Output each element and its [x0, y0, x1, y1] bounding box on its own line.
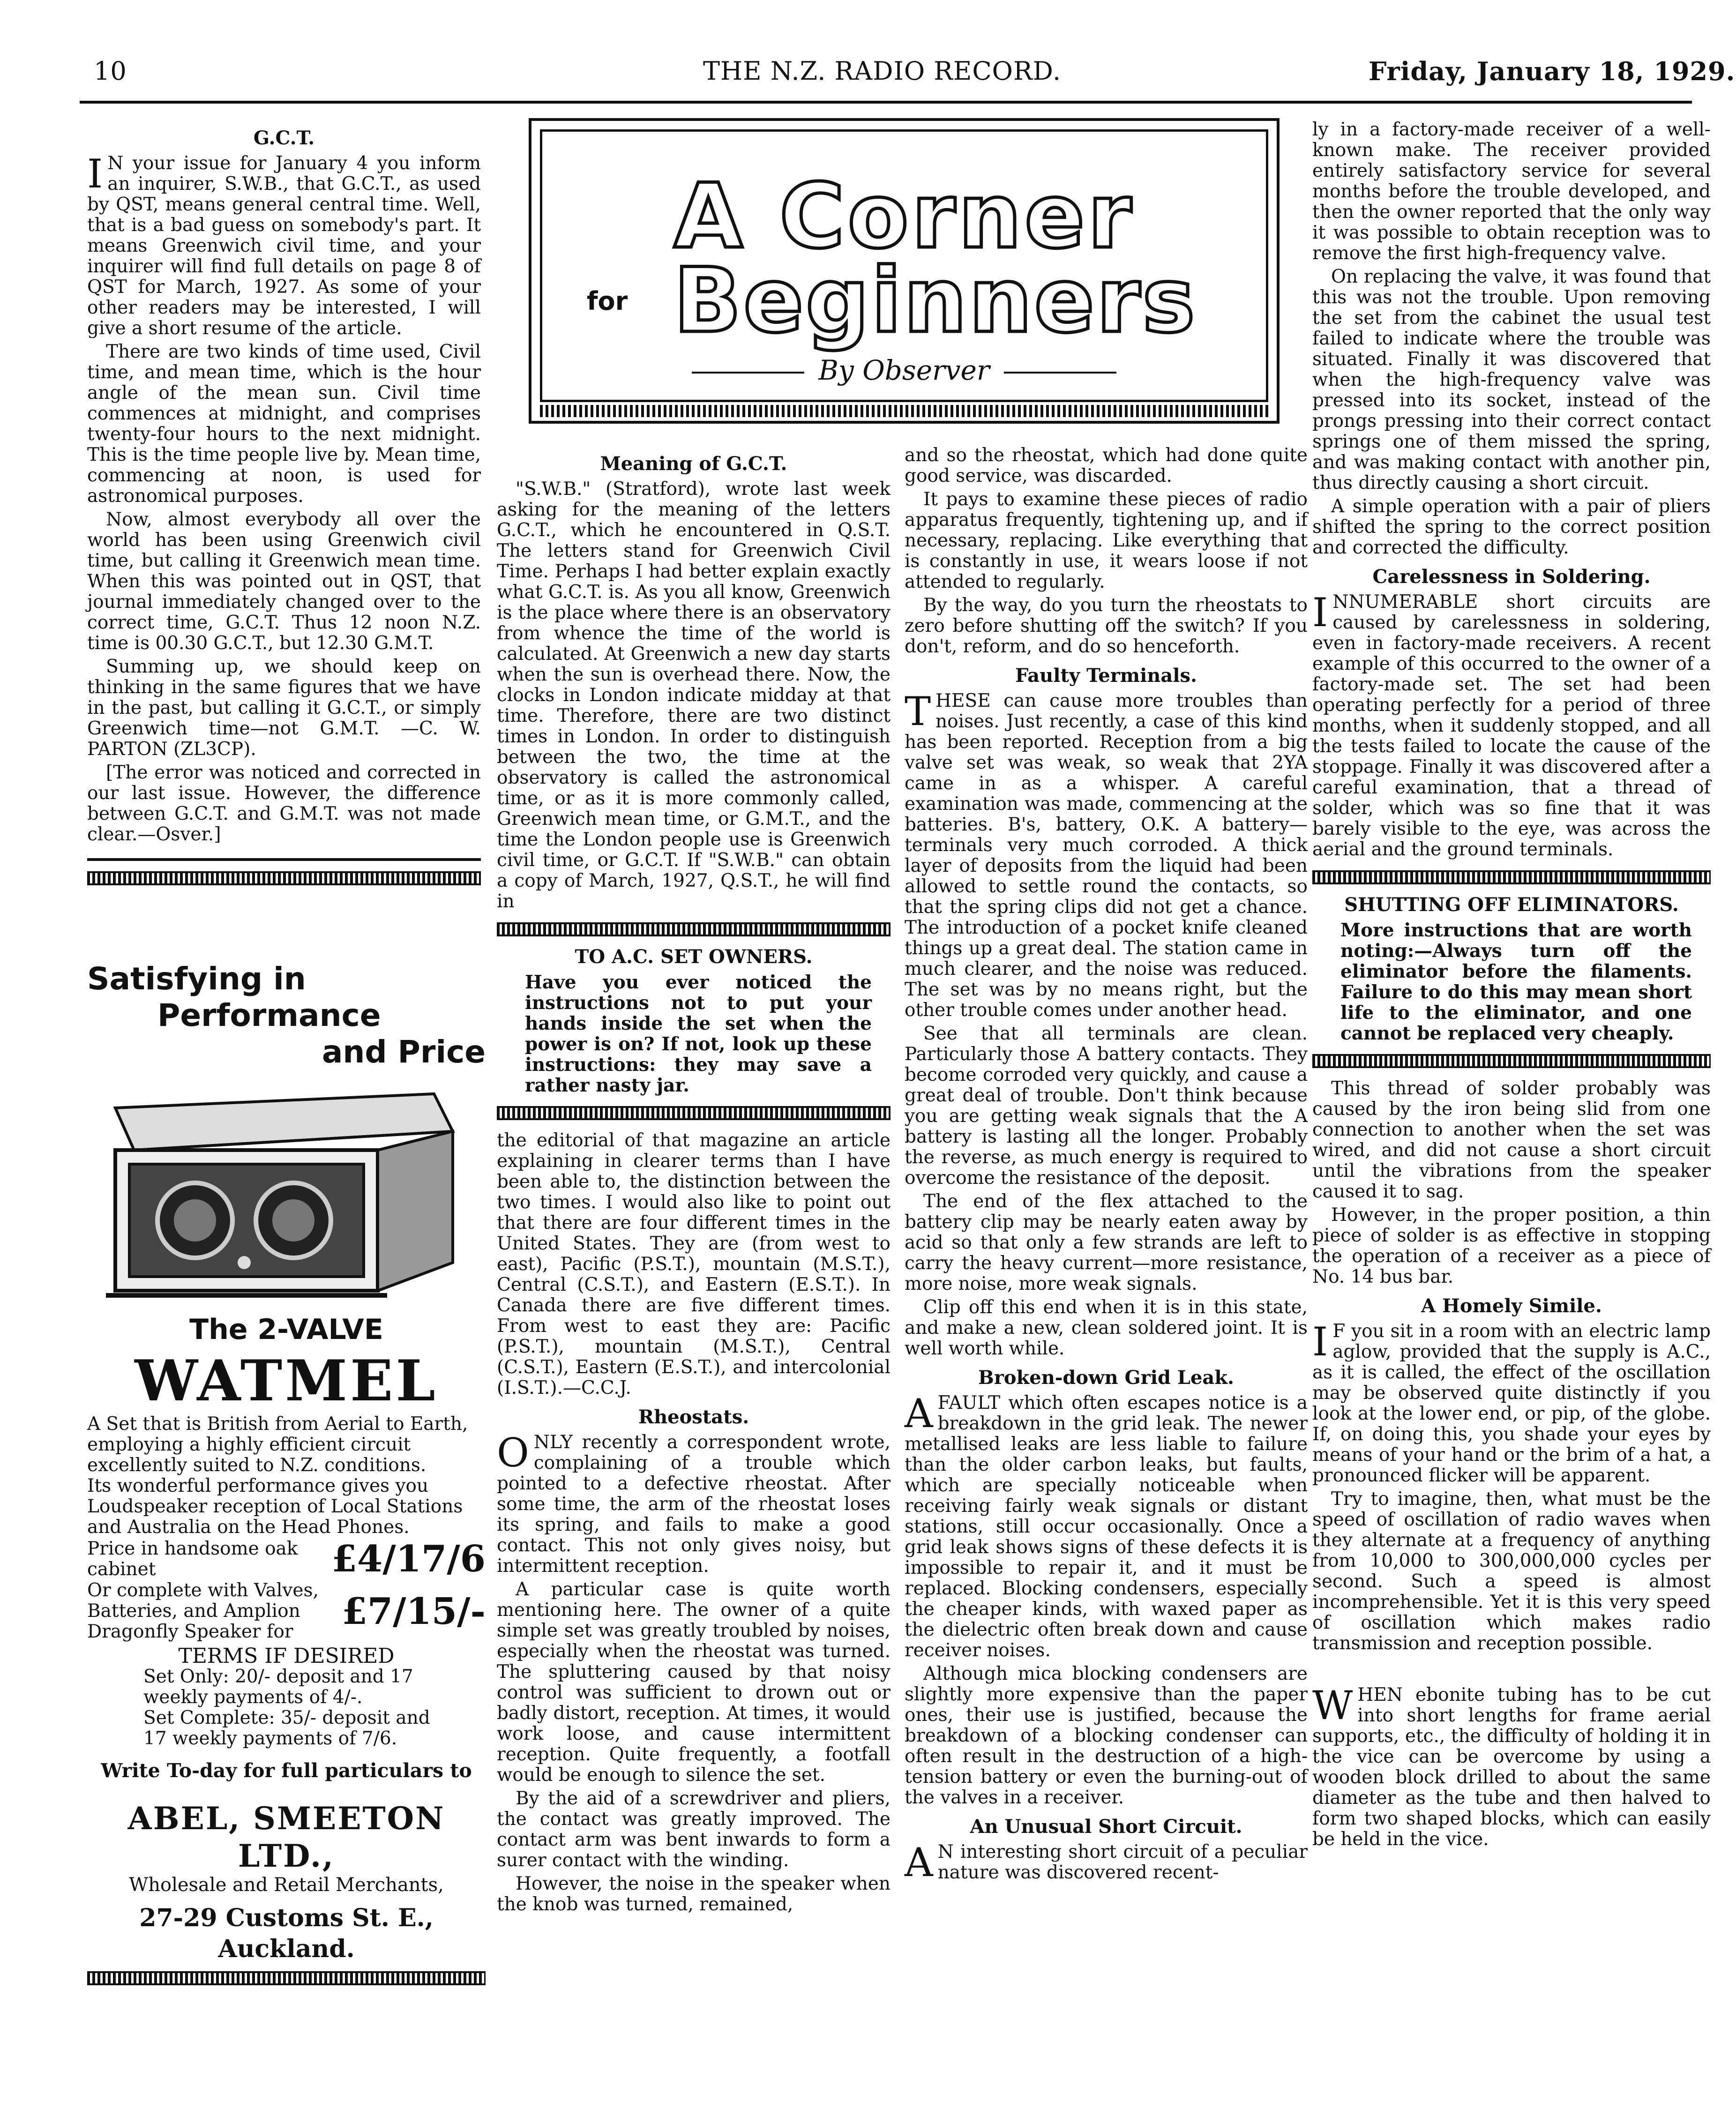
- ac-owners-body: Have you ever noticed the instructions not to put your hands inside the set when the power is on? If not, look up these instructions: they may save a rather nasty jar.: [525, 972, 872, 1096]
- ad-headline-1: Satisfying in: [87, 961, 306, 997]
- drop-cap: I: [87, 151, 103, 197]
- simile-paragraph-1: I F you sit in a room with an electric lamp aglow, provided that the supply is A.C., as it is called, the effect of the oscillation may be observed quite distinctly if you look at the lower end, or pip, of the globe. If, on doing this, you shade your eyes by means of your hand or the brim of a hat, a pronounced flicker will be apparent.: [1312, 1319, 1711, 1486]
- company-name: ABEL, SMEETON LTD.,: [127, 1800, 445, 1874]
- ac-owners-title: TO A.C. SET OWNERS.: [575, 946, 813, 968]
- title-inner-frame: [540, 129, 1268, 402]
- rheostats-advice: It pays to examine these pieces of radio apparatus frequently, tightening up, and if necessary, replacing. Like everything that is constantly in use, it wears loose if not attended to regularly.: [905, 489, 1308, 592]
- divider: [497, 1106, 890, 1120]
- ad-headline-2: Performance: [157, 997, 381, 1033]
- ad-subtitle: The 2-VALVE: [189, 1313, 383, 1346]
- title-for: for: [587, 286, 628, 316]
- column-3: [905, 445, 1308, 1886]
- rheostats-paragraph-1: ONLY recently a correspondent wrote, complaining of a trouble which pointed to a defective rheostat. After some time, the arm of the rheostat loses its spring, and fails to make a good contact. This not only gives noisy, but intermittent reception.: [497, 1430, 890, 1577]
- terms-set-complete: Set Complete: 35/- deposit and 17 weekly payments of 7/6.: [143, 1707, 430, 1749]
- divider: [1312, 870, 1711, 884]
- publication-title: THE N.Z. RADIO RECORD.: [703, 56, 1062, 86]
- divider: [87, 871, 481, 885]
- price-set-only: £4/17/6: [331, 1538, 486, 1580]
- terms-set-only: Set Only: 20/- deposit and 17 weekly payments of 4/-.: [143, 1666, 413, 1708]
- ebonite-paragraph: WHEN ebonite tubing has to be cut into short lengths for frame aerial supports, etc., the difficulty of holding it in the vice can be overcome by using a wooden block drilled to about the same diameter as the tube and then halved to form two shaped blocks, which can easily be held in the vice.: [1312, 1682, 1711, 1850]
- rheostats-zero: By the way, do you turn the rheostats to zero before shutting off the switch? If you don't, reform, and do so henceforth.: [905, 595, 1308, 657]
- column-4: [1312, 120, 1711, 1853]
- ad-description-1: A Set that is British from Aerial to Earth, employing a highly efficient circuit excellently suited to N.Z. conditions.: [87, 1413, 468, 1476]
- drop-cap: W: [1312, 1682, 1353, 1728]
- ad-write-today: Write To-day for full particulars to: [101, 1759, 472, 1782]
- drop-cap: I: [1312, 590, 1328, 636]
- company-address: 27-29 Customs St. E., Auckland.: [139, 1904, 434, 1963]
- heading-soldering: Carelessness in Soldering.: [1372, 566, 1651, 588]
- rheostats-continued: and so the rheostat, which had done quite good service, was discarded.: [905, 445, 1308, 486]
- rheostats-paragraph-3: By the aid of a screwdriver and pliers, the contact was greatly improved. The contact arm was bent inwards to form a surer contact with the winding.: [497, 1788, 890, 1871]
- watmel-advertisement: [87, 961, 486, 1996]
- short-circuit-paragraph-2: On replacing the valve, it was found that this was not the trouble. Upon removing the set from the cabinet the usual test failed to indicate where the trouble was situated. Finally it was discovered that when the high-frequency valve was pressed into its socket, instead of the prongs pressing into their correct contact springs one of them missed the spring, and was making contact with another pin, thus directly causing a short circuit.: [1312, 266, 1711, 493]
- header-rule: [80, 101, 1692, 104]
- drop-cap: A: [905, 1391, 933, 1436]
- divider: [87, 1971, 486, 1985]
- eliminators-body: More instructions that are worth noting:—Always turn off the eliminator before the filaments. Failure to do this may mean short life to the eliminator, and one cannot be replaced very cheaply.: [1340, 920, 1692, 1044]
- gct-paragraph-4: Summing up, we should keep on thinking in the same figures that we have in the past, but calling it G.C.T., or simply Greenwich time—not G.M.T. —C. W. PARTON (ZL3CP).: [87, 656, 481, 760]
- ad-headline-3: and Price: [322, 1034, 486, 1070]
- terminals-paragraph-2: See that all terminals are clean. Particularly those A battery contacts. They become corroded very quickly, and cause a great deal of trouble. Don't think because you are getting weak signals that the A battery is lasting all the longer. Probably the reverse, as much energy is required to overcome the resistance of the deposit.: [905, 1023, 1308, 1189]
- meaning-continued: the editorial of that magazine an article explaining in clearer terms than I have been able to, the distinction between the two times. I would also like to point out that there are four different times in the United States. They are (from west to east), Pacific (P.S.T.), mountain (M.S.T.), Central (C.S.T.), and Eastern (E.S.T.). In Canada there are five different times. From west to east they are: Pacific (P.S.T.), mountain (M.S.T.), Central (C.S.T.), Eastern (E.S.T.), and intercolonial (I.S.T.).—C.C.J.: [497, 1130, 890, 1398]
- terminals-paragraph-1: THESE can cause more troubles than noises. Just recently, a case of this kind has been reported. Reception from a big valve set was weak, so weak that 2YA came in as a whisper. A careful examination was made, commencing at the batteries. B's, battery, O.K. A battery—terminals very much corroded. A thick layer of deposits from the liquid had been allowed to settle round the contacts, so that the spring clips did not get a chance. The introduction of a pocket knife cleaned things up a great deal. The station came in much clearer, and the noise was reduced. The set was by no means right, but the other trouble comes under another head.: [905, 688, 1308, 1021]
- price-complete: £7/15/-: [342, 1590, 486, 1633]
- drop-cap: I: [1312, 1319, 1328, 1365]
- drop-cap: T: [905, 688, 931, 734]
- heading-short-circuit: An Unusual Short Circuit.: [970, 1816, 1242, 1838]
- rheostats-paragraph-4: However, the noise in the speaker when the knob was turned, remained,: [497, 1873, 890, 1915]
- gct-paragraph-1: I N your issue for January 4 you inform an inquirer, S.W.B., that G.C.T., as used by QST, means general central time. Well, that is a bad guess on somebody's part. It means Greenwich civil time, and your inquirer will find full details on page 8 of QST for March, 1927. As some of your other readers may be interested, I will give a short resume of the article.: [87, 151, 481, 339]
- short-circuit-paragraph-1: A N interesting short circuit of a peculiar nature was discovered recent-: [905, 1839, 1308, 1885]
- rheostats-paragraph-2: A particular case is quite worth mentioning here. The owner of a quite simple set was greatly troubled by noises, especially when the rheostat was turned. The spluttering caused by that noisy control was sufficient to drown out or badly distort, reception. At times, it would work loose, and cause intermittent reception. Quite frequently, a footfall would be enough to silence the set.: [497, 1579, 890, 1786]
- ad-description-2: Its wonderful performance gives you Loudspeaker reception of Local Stations and Australia on the Head Phones.: [87, 1475, 463, 1538]
- drop-cap: A: [905, 1839, 933, 1885]
- column-1: [87, 120, 481, 896]
- drop-cap: O: [497, 1430, 529, 1476]
- page-number: 10: [94, 56, 127, 86]
- grid-leak-paragraph-1: AFAULT which often escapes notice is a breakdown in the grid leak. The newer metallised leaks are less liable to failure than the older carbon leaks, but faults, which are specially noticeable when receiving fairly weak signals or distant stations, still occur occasionally. Once a grid leak shows signs of these defects it is impossible to repair it, and it must be replaced. Blocking condensers, especially the cheaper kinds, with waxed paper as the dielectric often break down and cause receiver noises.: [905, 1391, 1308, 1661]
- radio-set-illustration: [97, 1080, 457, 1305]
- divider: [1312, 1054, 1711, 1068]
- company-description: Wholesale and Retail Merchants,: [129, 1874, 444, 1896]
- heading-rheostats: Rheostats.: [638, 1406, 749, 1428]
- column-2: [497, 445, 890, 1918]
- meaning-paragraph: "S.W.B." (Stratford), wrote last week asking for the meaning of the letters G.C.T., which he encountered in Q.S.T. The letters stand for Greenwich Civil Time. Perhaps I had better explain exactly what G.C.T. is. As you all know, Greenwich is the place where there is an observatory from whence the time of the world is calculated. At Greenwich a new day starts when the sun is overhead there. Now, the clocks in London indicate midday at that time. Therefore, there are two distinct times in London. In order to distinguish between the two, the time at the observatory is called the astronomical time, or as it is more commonly called, Greenwich mean time, or G.M.T., and the time the London people use is Greenwich civil time, or G.C.T. If "S.W.B." can obtain a copy of March, 1927, Q.S.T., he will find in: [497, 479, 890, 912]
- simile-paragraph-2: Try to imagine, then, what must be the speed of oscillation of radio waves when they alternate at a frequency of anything from 10,000 to 300,000,000 cycles per second. Such a speed is almost incomprehensible. Yet it is this very speed of oscillation which makes radio transmission and reception possible.: [1312, 1488, 1711, 1654]
- short-circuit-paragraph-3: A simple operation with a pair of pliers shifted the spring to the correct position and corrected the difficulty.: [1312, 496, 1711, 558]
- editor-note: [The error was noticed and corrected in our last issue. However, the difference between G.C.T. and G.M.T. was not made clear.—Osver.]: [87, 762, 481, 845]
- article-heading-gct: G.C.T.: [253, 127, 315, 149]
- title-fringe: [540, 405, 1268, 417]
- gct-paragraph-3: Now, almost everybody all over the world has been using Greenwich civil time, but calling it Greenwich mean time. When this was pointed out in QST, that journal immediately changed over to the correct time, G.C.T. Thus 12 noon N.Z. time is 00.30 G.C.T., but 12.30 G.M.T.: [87, 509, 481, 654]
- ad-brand: WATMEL: [135, 1348, 438, 1414]
- title-line-2: Beginners: [673, 249, 1197, 352]
- short-circuit-continued: ly in a factory-made receiver of a well-known make. The receiver provided entirely satisfactory service for several months before the trouble developed, and then the owner reported that the only way it was possible to obtain reception was to remove the first high-frequency valve.: [1312, 119, 1711, 264]
- section-title-box: [529, 118, 1280, 424]
- title-line-1: A Corner: [673, 164, 1135, 268]
- soldering-paragraph-3: However, in the proper position, a thin piece of solder is as effective in stopping the operation of a receiver as a piece of No. 14 bus bar.: [1312, 1204, 1711, 1287]
- gct-paragraph-2: There are two kinds of time used, Civil time, and mean time, which is the hour angle of the mean sun. Civil time commences at midnight, and comprises twenty-four hours to the next midnight. This is the time people live by. Mean time, commencing at noon, is used for astronomical purposes.: [87, 341, 481, 507]
- terminals-paragraph-4: Clip off this end when it is in this state, and make a new, clean soldered joint. It is well worth while.: [905, 1297, 1308, 1359]
- divider: [497, 922, 890, 936]
- issue-date: Friday, January 18, 1929.: [1369, 56, 1736, 86]
- heading-grid-leak: Broken-down Grid Leak.: [978, 1367, 1234, 1389]
- soldering-paragraph-2: This thread of solder probably was caused by the iron being slid from one connection to another when the set was wired, and did not cause a short circuit until the vibrations from the speaker caused it to sag.: [1312, 1078, 1711, 1202]
- terms-title: TERMS IF DESIRED: [178, 1644, 395, 1668]
- heading-homely-simile: A Homely Simile.: [1421, 1295, 1602, 1317]
- heading-meaning-gct: Meaning of G.C.T.: [600, 453, 787, 475]
- eliminators-title: SHUTTING OFF ELIMINATORS.: [1344, 894, 1679, 916]
- soldering-paragraph-1: INNUMERABLE short circuits are caused by carelessness in soldering, even in factory-made receivers. A recent example of this occurred to the owner of a factory-made set. The set had been operating perfectly for a period of three months, when it suddenly stopped, and all the tests failed to locate the cause of the stoppage. Finally it was discovered after a careful examination, that a thread of solder, which was so fine that it was barely visible to the eye, was across the aerial and the ground terminals.: [1312, 590, 1711, 860]
- heading-faulty-terminals: Faulty Terminals.: [1015, 665, 1197, 687]
- divider: [87, 858, 481, 861]
- price-label-2: Or complete with Valves, Batteries, and Amplion Dragonfly Speaker for: [87, 1580, 319, 1642]
- grid-leak-paragraph-2: Although mica blocking condensers are slightly more expensive than the paper ones, their use is justified, because the breakdown of a blocking condenser can often result in the destruction of a high-tension battery or even the burning-out of the valves in a receiver.: [905, 1663, 1308, 1808]
- terminals-paragraph-3: The end of the flex attached to the battery clip may be nearly eaten away by acid so that only a few strands are left to carry the heavy current—more resistance, more noise, more weak signals.: [905, 1191, 1308, 1294]
- price-label-1: Price in handsome oak cabinet: [87, 1538, 298, 1580]
- title-byline: By Observer: [542, 354, 1266, 386]
